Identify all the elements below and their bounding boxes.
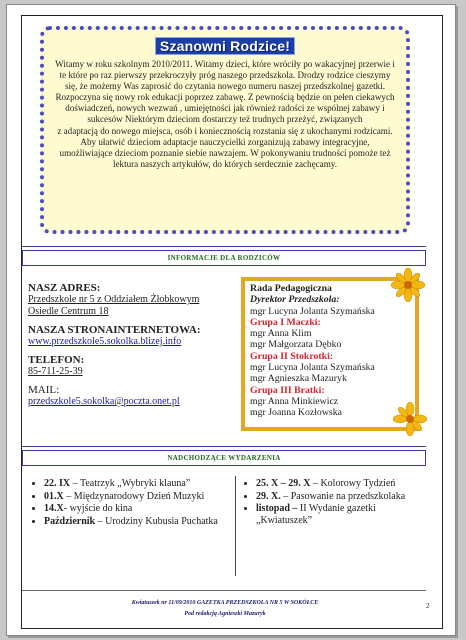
event-item: • 14.X- wyjście do kina xyxy=(44,503,233,515)
greeting-paragraph: Witamy w roku szkolnym 2010/2011. Witamy dzieci, które wróciły po wakacyjnej przerwie i te które po raz pierwszy przekroczyły próg naszego przedszkola. Drodzy rodzice cieszymy się, że możemy Was zaprosić do czytania nowego numeru naszej przedszkolnej gazetki. Rozpoczyna się nowy rok edukacji poprzez zabawę. Z pewnością będzie on pełen ciekawych doświadczeń, nowych wezwań , umiejętności jak również radości ze wspólnej zabawy i sukcesów Niektórym dzieciom dostarczy też trudnych przeżyć, związanych xyxy=(55,59,395,125)
info-banner-label: INFORMACJE DLA RODZICÓW xyxy=(167,254,281,262)
address-heading: NASZ ADRES: xyxy=(28,282,101,294)
flower-icon xyxy=(393,402,427,436)
director-name: mgr Lucyna Jolanta Szymańska xyxy=(250,305,375,317)
page-number: 2 xyxy=(426,602,430,610)
teacher-name: mgr Małgorzata Dębko xyxy=(250,339,342,351)
group-name: Grupa III Bratki: xyxy=(250,384,325,396)
website-link[interactable]: www.przedszkole5.sokolka.blizej.info xyxy=(28,336,182,347)
phone-heading: TELEFON: xyxy=(28,354,85,366)
teacher-name: mgr Joanna Kozłowska xyxy=(250,407,342,419)
events-right-list xyxy=(240,478,425,527)
footer-line xyxy=(22,590,426,591)
events-left-list xyxy=(28,478,233,528)
teacher-name: mgr Agnieszka Mazuryk xyxy=(250,373,347,385)
footer-title: Kwiatuszek nr 11/09/2010 GAZETKA PRZEDSZKOLA NR 5 W SOKÓŁCE xyxy=(131,600,319,606)
contact-info xyxy=(28,282,238,408)
teacher-name: mgr Anna Minkiewicz xyxy=(250,395,339,407)
event-item: • 29. X. – Pasowanie na przedszkolaka xyxy=(256,491,425,503)
website-heading: NASZA STRONAINTERNETOWA: xyxy=(28,324,201,336)
info-banner xyxy=(22,250,426,266)
greeting-title: Szanowni Rodzice! xyxy=(155,37,295,55)
phone-number: 85-711-25-39 xyxy=(28,366,83,377)
event-item: • 01.X – Międzynarodowy Dzień Muzyki xyxy=(44,491,233,503)
address-line: Osiedle Centrum 18 xyxy=(28,306,109,317)
events-banner-label: NADCHODZĄCE WYDARZENIA xyxy=(167,454,281,462)
column-divider xyxy=(235,476,236,576)
director-label: Dyrektor Przedszkola: xyxy=(250,294,340,306)
flower-icon xyxy=(391,268,425,302)
event-item: • listopad – II Wydanie gazetki „Kwiatuszek” xyxy=(256,503,425,526)
event-item: • 22. IX – Teatrzyk „Wybryki klauna” xyxy=(44,478,233,490)
divider-line xyxy=(22,446,426,447)
footer-editor: Pod redakcją Agnieszki Mazuryk xyxy=(184,611,266,617)
event-item: • 25. X – 29. X – Kolorowy Tydzień xyxy=(256,478,425,490)
mail-link[interactable]: przedszkole5.sokolka@poczta.onet.pl xyxy=(28,396,180,407)
group-name: Grupa II Stokrotki: xyxy=(250,350,334,362)
divider-line xyxy=(22,246,426,247)
events-banner xyxy=(22,450,426,466)
event-item: • Październik – Urodziny Kubusia Puchatka xyxy=(44,516,233,528)
address-line: Przedszkole nr 5 z Oddziałem Żłobkowym xyxy=(28,294,200,305)
greeting-body xyxy=(54,59,396,170)
group-name: Grupa I Maczki: xyxy=(250,316,321,328)
teacher-name: mgr Anna Klim xyxy=(250,328,312,340)
teachers-title: Rada Pedagogiczna xyxy=(250,283,332,294)
teacher-name: mgr Lucyna Jolanta Szymańska xyxy=(250,362,375,374)
greeting-box xyxy=(40,26,410,234)
mail-heading: MAIL: xyxy=(28,384,60,396)
greeting-paragraph: z adaptacją do nowego miejsca, osób i koniecznością rozstania się z ukochanymi rodzicami. Aby ułatwić dzieciom adaptacje nauczycielki zorganizują zabawy integracyjne, umożliwiające dzieciom poznanie siebie nawzajem. W pokonywaniu trudności pomoże też lektura naszych artykułów, do których serdecznie zachęcamy. xyxy=(57,125,393,169)
